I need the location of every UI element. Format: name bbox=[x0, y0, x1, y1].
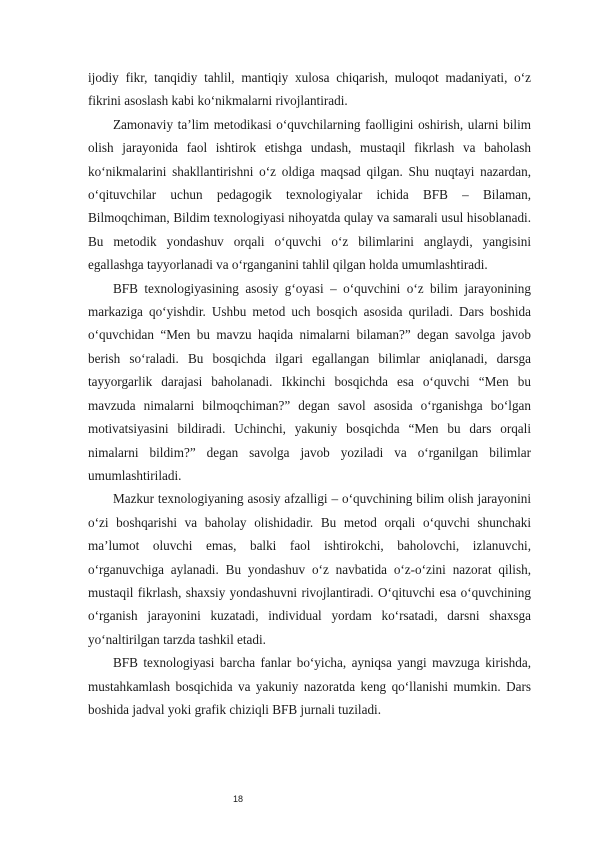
page-number: 18 bbox=[233, 794, 244, 804]
paragraph-2: Zamonaviy ta’lim metodikasi o‘quvchilarning faolligini oshirish, ularni bilim olish jarayonida faol ishtirok etishga undash, mustaqil fikrlash va baholash ko‘nikmalarini shakllantirishni o‘z oldiga maqsad qilgan. Shu nuqtayi nazardan, o‘qituvchilar uchun pedagogik texnologiyalar ichida BFB – Bilaman, Bilmoqchiman, Bildim texnologiyasi nihoyatda qulay va samarali usul hisoblanadi. Bu metodik yondashuv orqali o‘quvchi o‘z bilimlarini anglaydi, yangisini egallashga tayyorlanadi va o‘rganganini tahlil qilgan holda umumlashtiradi. bbox=[88, 116, 531, 273]
paragraph-4: Mazkur texnologiyaning asosiy afzalligi – o‘quvchining bilim olish jarayonini o‘zi boshqarishi va baholay olishidadir. Bu metod orqali o‘quvchi shunchaki ma’lumot oluvchi emas, balki faol ishtirokchi, baholovchi, izlanuvchi, o‘rganuvchiga aylanadi. Bu yondashuv o‘z navbatida o‘z-o‘zini nazorat qilish, mustaqil fikrlash, shaxsiy yondashuvni rivojlantiradi. O‘qituvchi esa o‘quvchining o‘rganish jarayonini kuzatadi, individual yordam ko‘rsatadi, darsni shaxsga yo‘naltirilgan tarzda tashkil etadi. bbox=[88, 491, 531, 647]
paragraph-3: BFB texnologiyasining asosiy g‘oyasi – o‘quvchini o‘z bilim jarayonining markaziga qo‘yishdir. Ushbu metod uch bosqich asosida quriladi. Dars boshida o‘quvchidan “Men bu mavzu haqida nimalarni bilaman?” degan savolga javob berish so‘raladi. Bu bosqichda ilgari egallangan bilimlar aniqlanadi, darsga tayyorgarlik darajasi baholanadi. Ikkinchi bosqichda esa o‘quvchi “Men bu mavzuda nimalarni bilmoqchiman?” degan savol asosida o‘rganishga bo‘lgan motivatsiyasini bildiradi. Uchinchi, yakuniy bosqichda “Men bu dars orqali nimalarni bildim?” degan savolga javob yoziladi va o‘rganilgan bilimlar umumlashtiriladi. bbox=[88, 280, 531, 483]
paragraph-5: BFB texnologiyasi barcha fanlar bo‘yicha, ayniqsa yangi mavzuga kirishda, mustahkamlash bosqichida va yakuniy nazoratda keng qo‘llanishi mumkin. Dars boshida jadval yoki grafik chiziqli BFB jurnali tuziladi. bbox=[88, 655, 531, 717]
document-body bbox=[88, 66, 531, 721]
paragraph-1: ijodiy fikr, tanqidiy tahlil, mantiqiy xulosa chiqarish, muloqot madaniyati, o‘z fikrini asoslash kabi ko‘nikmalarni rivojlantiradi. bbox=[88, 70, 531, 109]
